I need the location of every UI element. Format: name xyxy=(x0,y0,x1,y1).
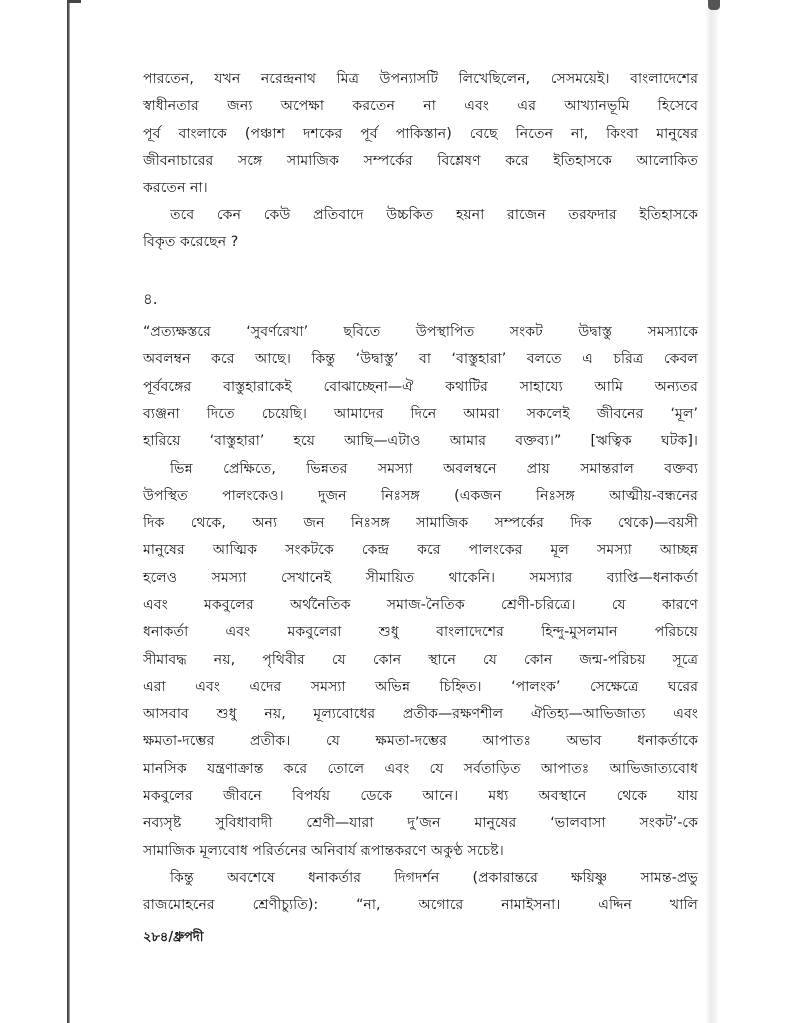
page-footer: ২৮৪/ধ্রুপদী xyxy=(143,930,204,945)
text-line: স্বাধীনতার জন্য অপেক্ষা করতেন না এবং এর আখ্যানভূমি হিসেবে xyxy=(143,98,698,115)
text-line: পূর্ববঙ্গের বাস্তুহারাকেই বোঝাচ্ছেনা—ঐ কথাটির সাহায্যে আমি অন্যতর xyxy=(143,378,698,395)
text-line: পূর্ব বাংলাকে (পঞ্চাশ দশকের পূর্ব পাকিস্তান) বেছে নিতেন না, কিংবা মানুষের xyxy=(143,125,698,142)
page-edge-left xyxy=(67,0,70,1023)
text-line: জীবনাচারের সঙ্গে সামাজিক সম্পর্কের বিশ্লেষণ করে ইতিহাসকে আলোকিত xyxy=(143,152,698,169)
text-line: এবং মকবুলের অর্থনৈতিক সমাজ-নৈতিক শ্রেণী-চরিত্রে। যে কারণে xyxy=(143,596,698,613)
text-line: উপস্থিত পালংকেও। দুজন নিঃসঙ্গ (একজন নিঃসঙ্গ আত্মীয়-বন্ধনের xyxy=(143,487,698,504)
text-line: “প্রত্যক্ষস্তরে ‘সুবর্ণরেখা’ ছবিতে উপস্থাপিত সংকট উদ্বাস্তু সমস্যাকে xyxy=(143,324,698,340)
text-line: ব্যঞ্জনা দিতে চেয়েছি। আমাদের দিনে আমরা সকলেই জীবনের ‘মূল’ xyxy=(143,405,698,422)
page-edge-right-corner xyxy=(708,0,720,10)
paragraph-2 xyxy=(143,202,698,257)
text-line: ক্ষমতা-দম্ভের প্রতীক। যে ক্ষমতা-দম্ভের আপাতঃ অভাব ধনাকর্তাকে xyxy=(143,733,698,750)
text-line: আসবাব শুধু নয়, মূল্যবোধের প্রতীক—রক্ষণশীল ঐতিহ্য—আভিজাত্য এবং xyxy=(143,706,698,723)
text-line: হলেও সমস্যা সেখানেই সীমায়িত থাকেনি। সমস্যার ব্যাপ্তি—ধনাকর্তা xyxy=(143,569,698,586)
text-line: তবে কেন কেউ প্রতিবাদে উচ্চকিত হয়না রাজেন তরফদার ইতিহাসকে xyxy=(170,207,698,223)
text-line: এরা এবং এদের সমস্যা অভিন্ন চিহ্নিত। ‘পালংক’ সেক্ষেত্রে ঘরের xyxy=(143,678,698,695)
text-line: করতেন না। xyxy=(143,180,208,197)
text-line: মানুষের আত্মিক সংকটকে কেন্দ্র করে পালংকের মূল সমস্যা আচ্ছন্ন xyxy=(143,542,698,559)
text-line: সামাজিক মূল্যবোধ পরির্তনের অনিবার্য রূপান্তকরণে অকুণ্ঠ সচেষ্ট। xyxy=(143,842,504,859)
text-line: রাজমোহনের শ্রেণীচ্যুতি): “না, অগোরে নামাইসনা। এদ্দিন খালি xyxy=(143,897,698,914)
text-line: মকবুলের জীবনে বিপর্যয় ডেকে আনে। মধ্য অবস্থানে থেকে যায় xyxy=(143,788,698,805)
paragraph-5 xyxy=(143,865,698,920)
text-line: ভিন্ন প্রেক্ষিতে, ভিন্নতর সমস্যা অবলম্বনে প্রায় সমান্তরাল বক্তব্য xyxy=(170,460,698,477)
text-line: হারিয়ে ‘বাস্তুহারা’ হয়ে আছি—এটাও আমার বক্তব্য।” [ঋত্বিক ঘটক]। xyxy=(143,433,698,450)
text-line: মানসিক যন্ত্রণাক্রান্ত করে তোলে এবং যে সর্বতাড়িত আপাতঃ আভিজাত্যবোধ xyxy=(143,760,698,777)
page-edge-top xyxy=(67,0,81,3)
paragraph-3-quote xyxy=(143,319,698,455)
text-line: ধনাকর্তা এবং মকবুলেরা শুধু বাংলাদেশের হিন্দু-মুসলমান পরিচয়ে xyxy=(143,624,698,641)
text-line: কিন্তু অবশেষে ধনাকর্তার দিগদর্শন (প্রকারান্তরে ক্ষয়িষ্ণু সামন্ত-প্রভু xyxy=(170,870,698,886)
page-edge-right-shadow xyxy=(705,8,719,1023)
text-line: অবলম্বন করে আছে। কিন্তু ‘উদ্বাস্তু’ বা ‘বাস্তুহারা’ বলতে এ চরিত্র কেবল xyxy=(143,351,698,368)
text-line: বিকৃত করেছেন ? xyxy=(143,234,239,251)
paragraph-4 xyxy=(143,456,698,865)
paragraph-1 xyxy=(143,66,698,202)
text-line: নব্যসৃষ্ট সুবিধাবাদী শ্রেণী—যারা দু’জন মানুষের ‘ভালবাসা সংকট’-কে xyxy=(143,815,698,832)
text-line: পারতেন, যখন নরেন্দ্রনাথ মিত্র উপন্যাসটি লিখেছিলেন, সেসময়েই। বাংলাদেশের xyxy=(143,71,698,87)
text-line: দিক থেকে, অন্য জন নিঃসঙ্গ সামাজিক সম্পর্কের দিক থেকে)—বয়সী xyxy=(143,515,698,532)
section-number: ৪. xyxy=(143,290,158,308)
text-line: সীমাবদ্ধ নয়, পৃথিবীর যে কোন স্থানে যে কোন জন্ম-পরিচয় সূত্রে xyxy=(143,651,698,668)
